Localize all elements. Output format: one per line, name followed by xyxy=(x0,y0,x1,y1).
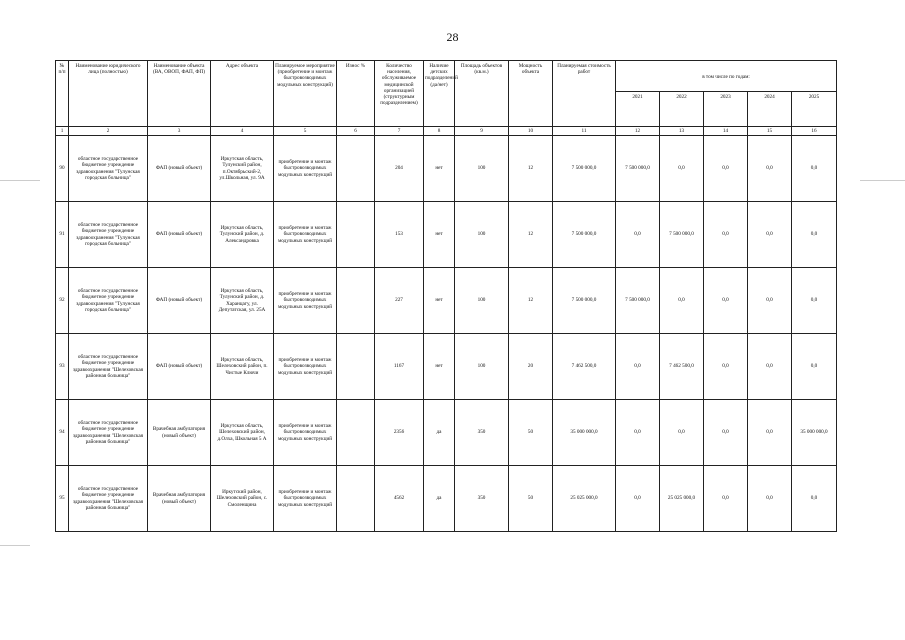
cell-wear xyxy=(337,466,375,532)
cell-children: нет xyxy=(424,268,455,334)
cell-area: 350 xyxy=(455,400,509,466)
cell-2021: 0,0 xyxy=(616,334,660,400)
cell-org: областное государственное бюджетное учреждение здравоохранения "Тулунская городская больница" xyxy=(69,268,148,334)
cell-2024: 0,0 xyxy=(748,202,792,268)
cell-cost: 7 462 500,0 xyxy=(553,334,616,400)
cell-cost: 7 500 000,0 xyxy=(553,268,616,334)
header-population: Количество населения, обслуживаемое медицинской организацией (структурным подразделением) xyxy=(375,61,424,127)
header-wear: Износ % xyxy=(337,61,375,127)
cell-2025: 0,0 xyxy=(792,136,837,202)
cell-wear xyxy=(337,136,375,202)
cell-2023: 0,0 xyxy=(704,400,748,466)
header-object-name: Наименование объекта (ВА, ОВОП, ФАП, ФП) xyxy=(148,61,211,127)
cell-2023: 0,0 xyxy=(704,136,748,202)
cell-population: 227 xyxy=(375,268,424,334)
cell-address: Иркутская область, Тулунский район, п.Октябрьский-2, ул.Школьная, ул. 9А xyxy=(211,136,274,202)
cell-2023: 0,0 xyxy=(704,334,748,400)
cell-org: областное государственное бюджетное учреждение здравоохранения "Шелеховская районная больница" xyxy=(69,334,148,400)
table-row xyxy=(56,136,837,202)
cell-2021: 7 500 000,0 xyxy=(616,136,660,202)
table-row xyxy=(56,202,837,268)
page-number: 28 xyxy=(446,30,459,44)
cell-no: 93 xyxy=(56,334,69,400)
cell-2022: 7 462 500,0 xyxy=(660,334,704,400)
header-legal-entity: Наименование юридического лица (полностью) xyxy=(69,61,148,127)
column-number: 13 xyxy=(660,127,704,136)
header-address: Адрес объекта xyxy=(211,61,274,127)
column-number: 4 xyxy=(211,127,274,136)
cell-capacity: 50 xyxy=(509,466,553,532)
scan-artifact xyxy=(860,180,905,181)
cell-measure: приобретение и монтаж быстровозводимых модульных конструкций xyxy=(274,400,337,466)
cell-cost: 7 500 000,0 xyxy=(553,136,616,202)
cell-capacity: 12 xyxy=(509,136,553,202)
cell-2023: 0,0 xyxy=(704,466,748,532)
cell-cost: 7 500 000,0 xyxy=(553,202,616,268)
cell-no: 91 xyxy=(56,202,69,268)
cell-org: областное государственное бюджетное учреждение здравоохранения "Шелеховская районная больница" xyxy=(69,400,148,466)
cell-2024: 0,0 xyxy=(748,466,792,532)
cell-2022: 0,0 xyxy=(660,400,704,466)
cell-area: 100 xyxy=(455,334,509,400)
cell-children: нет xyxy=(424,202,455,268)
cell-area: 100 xyxy=(455,136,509,202)
cell-object: Врачебная амбулатория (новый объект) xyxy=(148,400,211,466)
cell-org: областное государственное бюджетное учреждение здравоохранения "Шелеховская районная больница" xyxy=(69,466,148,532)
column-number: 12 xyxy=(616,127,660,136)
cell-no: 94 xyxy=(56,400,69,466)
cell-address: Иркутская область, Шелеховский район, п. Чистые Ключи xyxy=(211,334,274,400)
column-number: 9 xyxy=(455,127,509,136)
cell-2025: 0,0 xyxy=(792,268,837,334)
column-number: 15 xyxy=(748,127,792,136)
cell-children: нет xyxy=(424,334,455,400)
header-year-2024: 2024 xyxy=(748,92,792,127)
cell-population: 153 xyxy=(375,202,424,268)
header-capacity: Мощность объекта xyxy=(509,61,553,127)
cell-org: областное государственное бюджетное учреждение здравоохранения "Тулунская городская больница" xyxy=(69,136,148,202)
header-no: № п/п xyxy=(56,61,69,127)
cell-2025: 35 000 000,0 xyxy=(792,400,837,466)
column-number: 11 xyxy=(553,127,616,136)
table-row xyxy=(56,268,837,334)
cell-2024: 0,0 xyxy=(748,334,792,400)
cell-wear xyxy=(337,334,375,400)
column-number: 16 xyxy=(792,127,837,136)
header-area: Площадь объектов (кв.м.) xyxy=(455,61,509,127)
cell-measure: приобретение и монтаж быстровозводимых модульных конструкций xyxy=(274,466,337,532)
column-number: 1 xyxy=(56,127,69,136)
cell-measure: приобретение и монтаж быстровозводимых модульных конструкций xyxy=(274,202,337,268)
header-year-2023: 2023 xyxy=(704,92,748,127)
cell-measure: приобретение и монтаж быстровозводимых модульных конструкций xyxy=(274,268,337,334)
cell-2021: 0,0 xyxy=(616,400,660,466)
scan-artifact xyxy=(0,180,40,181)
cell-wear xyxy=(337,400,375,466)
cell-children: да xyxy=(424,400,455,466)
cell-2022: 0,0 xyxy=(660,136,704,202)
cell-object: Врачебная амбулатория (новый объект) xyxy=(148,466,211,532)
cell-wear xyxy=(337,268,375,334)
cell-population: 204 xyxy=(375,136,424,202)
cell-population: 4562 xyxy=(375,466,424,532)
cell-no: 95 xyxy=(56,466,69,532)
cell-2025: 0,0 xyxy=(792,466,837,532)
cell-cost: 25 025 000,0 xyxy=(553,466,616,532)
table-row xyxy=(56,400,837,466)
cell-2021: 0,0 xyxy=(616,202,660,268)
cell-2023: 0,0 xyxy=(704,268,748,334)
cell-object: ФАП (новый объект) xyxy=(148,202,211,268)
cell-org: областное государственное бюджетное учреждение здравоохранения "Тулунская городская больница" xyxy=(69,202,148,268)
cell-population: 2356 xyxy=(375,400,424,466)
cell-measure: приобретение и монтаж быстровозводимых модульных конструкций xyxy=(274,136,337,202)
cell-cost: 35 000 000,0 xyxy=(553,400,616,466)
cell-area: 350 xyxy=(455,466,509,532)
cell-object: ФАП (новый объект) xyxy=(148,136,211,202)
cell-capacity: 50 xyxy=(509,400,553,466)
header-cost: Планируемая стоимость работ xyxy=(553,61,616,127)
header-children: Наличие детских подразделений (да/нет) xyxy=(424,61,455,127)
column-number: 14 xyxy=(704,127,748,136)
cell-measure: приобретение и монтаж быстровозводимых модульных конструкций xyxy=(274,334,337,400)
column-number: 3 xyxy=(148,127,211,136)
header-including: в том числе по годам: xyxy=(616,61,837,92)
table-row xyxy=(56,466,837,532)
header-year-2025: 2025 xyxy=(792,92,837,127)
cell-2024: 0,0 xyxy=(748,400,792,466)
cell-address: Иркутская область, Тулунский район, д. Александровка xyxy=(211,202,274,268)
cell-2022: 25 025 000,0 xyxy=(660,466,704,532)
cell-capacity: 20 xyxy=(509,334,553,400)
cell-2021: 7 500 000,0 xyxy=(616,268,660,334)
column-number: 6 xyxy=(337,127,375,136)
header-measure: Планируемое мероприятие (приобретение и монтаж быстровозводимых модульных конструкций) xyxy=(274,61,337,127)
cell-2023: 0,0 xyxy=(704,202,748,268)
cell-population: 1167 xyxy=(375,334,424,400)
cell-address: Иркутская область, Шелеховский район, д.Олха, Школьная 5 А xyxy=(211,400,274,466)
cell-2025: 0,0 xyxy=(792,334,837,400)
cell-area: 100 xyxy=(455,202,509,268)
cell-children: да xyxy=(424,466,455,532)
cell-2024: 0,0 xyxy=(748,136,792,202)
column-number: 8 xyxy=(424,127,455,136)
cell-wear xyxy=(337,202,375,268)
cell-capacity: 12 xyxy=(509,202,553,268)
cell-2022: 7 500 000,0 xyxy=(660,202,704,268)
header-year-2021: 2021 xyxy=(616,92,660,127)
column-number: 10 xyxy=(509,127,553,136)
cell-capacity: 12 xyxy=(509,268,553,334)
cell-address: Иркутский район, Шелеховский район, с. Смоленщина xyxy=(211,466,274,532)
cell-area: 100 xyxy=(455,268,509,334)
cell-2024: 0,0 xyxy=(748,268,792,334)
register-table xyxy=(55,60,837,532)
column-number: 7 xyxy=(375,127,424,136)
cell-no: 92 xyxy=(56,268,69,334)
cell-2021: 0,0 xyxy=(616,466,660,532)
table-row xyxy=(56,334,837,400)
cell-no: 90 xyxy=(56,136,69,202)
scan-artifact xyxy=(0,545,30,546)
cell-object: ФАП (новый объект) xyxy=(148,268,211,334)
column-number: 2 xyxy=(69,127,148,136)
header-year-2022: 2022 xyxy=(660,92,704,127)
column-number-row xyxy=(56,127,837,136)
column-number: 5 xyxy=(274,127,337,136)
cell-address: Иркутская область, Тулунский район, д. Харанцагу, ул. Депутатская, ул. 25А xyxy=(211,268,274,334)
cell-2022: 0,0 xyxy=(660,268,704,334)
cell-children: нет xyxy=(424,136,455,202)
cell-2025: 0,0 xyxy=(792,202,837,268)
cell-object: ФАП (новый объект) xyxy=(148,334,211,400)
